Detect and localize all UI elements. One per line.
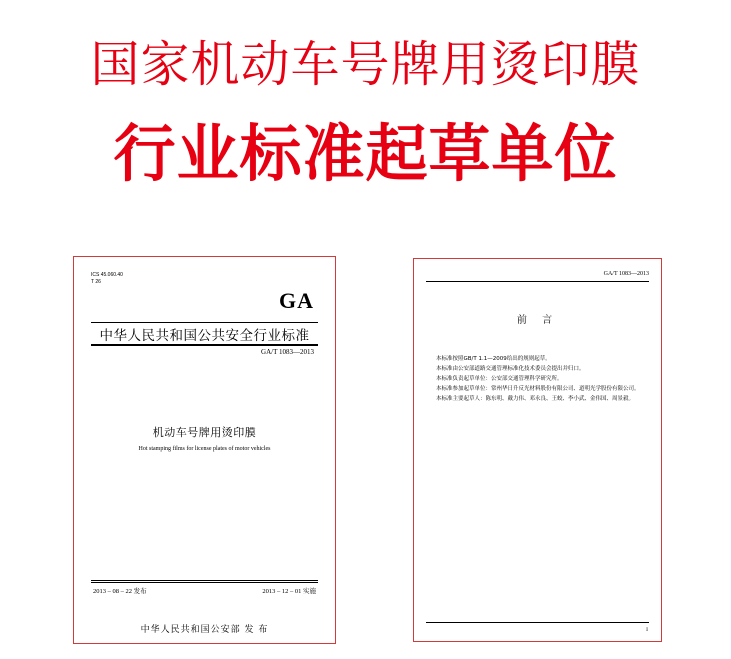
cover-standard-number: GA/T 1083—2013 [261, 348, 314, 356]
foreword-paragraph: 本标准由公安部道路交通管理标准化技术委员会提出并归口。 [436, 366, 585, 372]
headline-block [0, 34, 731, 194]
cover-rule-mid [91, 344, 318, 346]
cover-classification: T 26 [91, 279, 101, 285]
headline-line-1: 国家机动车号牌用烫印膜 [90, 36, 641, 93]
foreword-page [413, 258, 662, 642]
cover-organization: 中华人民共和国公共安全行业标准 [99, 328, 310, 344]
foreword-paragraph: 本标准主要起草人：陈东明、戴力伟、邓永良、王蛟、李小武、金伟国、周景毅。 [436, 396, 635, 402]
foreword-paragraph: 本标准负责起草单位：公安部交通管理科学研究所。 [436, 376, 563, 382]
standard-cover-page [73, 256, 336, 644]
cover-rule-top [91, 322, 318, 323]
foreword-footer-rule [426, 622, 649, 623]
cover-title-english: Hot stamping films for license plates of motor vehicles [138, 446, 271, 452]
foreword-body [436, 355, 643, 405]
cover-inner-frame [81, 264, 328, 636]
cover-ga-mark: GA [279, 288, 314, 313]
cover-rule-bottom-1 [91, 580, 318, 581]
cover-title-chinese: 机动车号牌用烫印膜 [152, 426, 257, 439]
foreword-header-rule [426, 281, 649, 282]
cover-rule-bottom-2 [91, 582, 318, 583]
cover-ics-block [91, 272, 123, 286]
cover-issue-date: 2013 – 08 – 22 发布 [93, 588, 147, 595]
cover-ics: ICS 45.060.40 [91, 272, 123, 278]
foreword-title: 前 言 [516, 315, 559, 326]
cover-effective-date: 2013 – 12 – 01 实施 [262, 588, 316, 595]
foreword-paragraph: 本标准参加起草单位：常州华日升反光材料股份有限公司、道明光学股份有限公司。 [436, 386, 640, 392]
foreword-page-number: I [646, 627, 648, 633]
headline-line-2: 行业标准起草单位 [113, 117, 618, 190]
document-images [0, 256, 731, 651]
cover-issuer: 中华人民共和国公安部 发 布 [140, 625, 269, 635]
foreword-header-standard-number: GA/T 1083—2013 [603, 271, 649, 277]
foreword-paragraph: 本标准按照GB/T 1.1—2009给出的规则起草。 [436, 356, 551, 362]
